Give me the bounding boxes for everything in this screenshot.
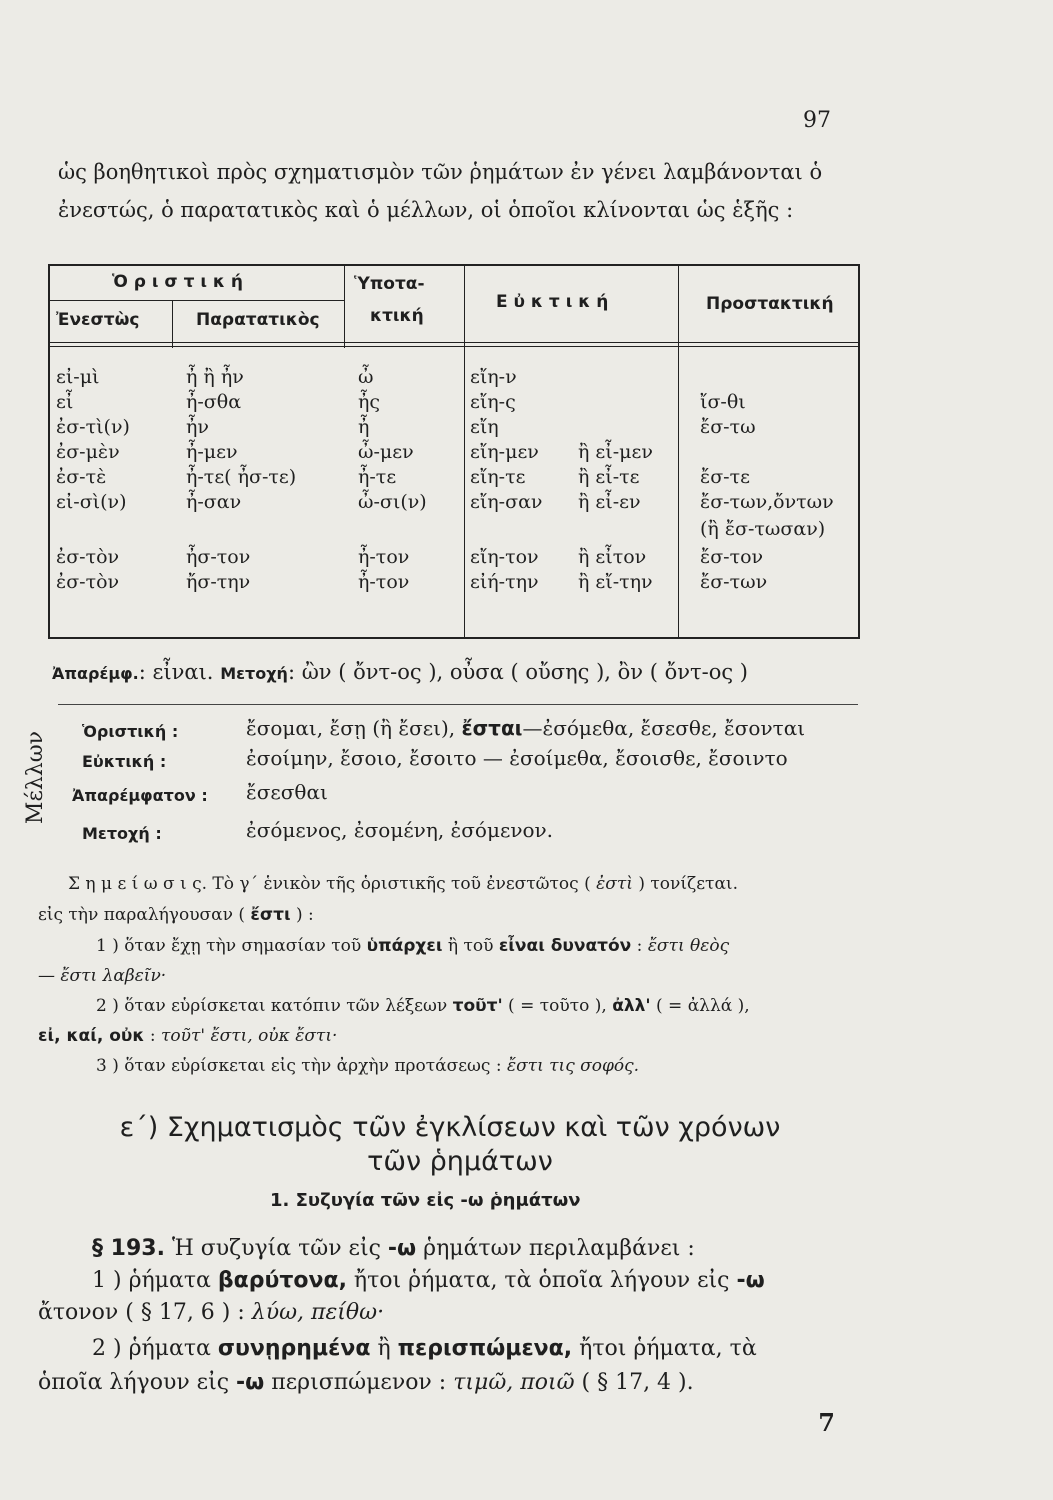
prostaktiki-cell: ἔσ-των [700, 571, 768, 593]
mellon-label-metochi: Μετοχή : [82, 824, 162, 843]
header-enestos: Ἐνεστὼς [56, 310, 140, 330]
mellon-value-aparemfaton: ἔσεσθαι [246, 780, 328, 804]
paratatikos-cell: ἦ-σαν [186, 491, 242, 513]
paragraph-193-line-1: § 193. Ἡ συζυγία τῶν εἰς -ω ῥημάτων περιλαμβάνει : [92, 1236, 695, 1261]
paratatikos-cell: ἦ ἢ ἦν [186, 366, 244, 388]
mellon-value-euktiki: ἐσοίμην, ἔσοιο, ἔσοιτο — ἐσοίμεθα, ἔσοισθε, ἔσοιντο [246, 746, 788, 770]
paratatikos-cell: ἦ-σθα [186, 391, 242, 413]
euktiki-cell: εἴη-μεν [470, 441, 539, 463]
euktiki-cell: εἰή-την [470, 571, 539, 593]
participle-label: Μετοχή [220, 664, 288, 683]
euktiki-cell: εἴη-ς [470, 391, 516, 413]
mellon-value-metochi: ἐσόμενος, ἐσομένη, ἐσόμενον. [246, 818, 554, 842]
divider [464, 266, 465, 637]
header-prostaktiki: Προστακτική [706, 294, 834, 314]
enestos-cell: ἐσ-τὶ(ν) [56, 416, 130, 438]
section-title-1: ε΄) Σχηματισμὸς τῶν ἐγκλίσεων καὶ τῶν χρόνων [119, 1112, 781, 1143]
euktiki-cell: εἴη-σαν [470, 491, 543, 513]
divider [344, 266, 345, 348]
paratatikos-cell: ἦ-τε( ἦσ-τε) [186, 466, 297, 488]
euktiki-cell: εἴη-ν [470, 366, 517, 388]
note-line-2: εἰς τὴν παραλήγουσαν ( ἔστι ) : [38, 905, 314, 925]
paratatikos-cell: ἦσ-τον [186, 546, 251, 568]
paragraph-193-item-1: 1 ) ῥήματα βαρύτονα, ἤτοι ῥήματα, τὰ ὁποῖα λήγουν εἰς -ω [92, 1268, 765, 1293]
ypotaktiki-cell: ἦ [358, 416, 370, 438]
ypotaktiki-cell: ἦ-τε [358, 466, 397, 488]
euktiki-alt-cell: ἢ εἴ-την [578, 571, 653, 593]
euktiki-alt-cell: ἢ εἶτον [578, 546, 647, 568]
infinitive-text: : εἶναι. [138, 660, 214, 684]
note-line-6: εἰ, καί, οὐκ : τοῦτ' ἔστι, οὐκ ἔστι· [38, 1026, 338, 1046]
section-subtitle: 1. Συζυγία τῶν εἰς -ω ῥημάτων [270, 1190, 581, 1211]
ypotaktiki-cell: ἦ-τον [358, 571, 410, 593]
mellon-value-oristiki: ἔσομαι, ἔσῃ (ἢ ἔσει), ἔσται—ἐσόμεθα, ἔσεσθε, ἔσονται [246, 716, 806, 740]
participle-text: : ὢν ( ὄντ-ος ), οὖσα ( οὔσης ), ὂν ( ὄντ-ος ) [287, 660, 748, 684]
divider [50, 346, 858, 347]
enestos-cell: ἐσ-τὸν [56, 571, 120, 593]
note-line-1: Σ η μ ε ί ω σ ι ς. Τὸ γ΄ ἑνικὸν τῆς ὁριστικῆς τοῦ ἐνεστῶτος ( ἐστὶ ) τονίζεται. [68, 874, 738, 894]
intro-line-2: ἐνεστώς, ὁ παρατατικὸς καὶ ὁ μέλλων, οἱ ὁποῖοι κλίνονται ὡς ἑξῆς : [58, 198, 794, 222]
prostaktiki-cell: ἔσ-τω [700, 416, 756, 438]
header-oristiki: Ὁ ρ ι σ τ ι κ ή [112, 272, 243, 292]
paratatikos-cell: ἦ-μεν [186, 441, 238, 463]
divider [172, 300, 173, 348]
mellon-label-aparemfaton: Ἀπαρέμφατον : [72, 786, 208, 805]
mellon-label-euktiki: Εὐκτική : [82, 752, 167, 771]
divider [50, 300, 344, 301]
mellon-label-oristiki: Ὁριστική : [82, 722, 179, 741]
euktiki-alt-cell: ἢ εἶ-μεν [578, 441, 653, 463]
section-title-2: τῶν ῥημάτων [367, 1146, 553, 1177]
paragraph-193-item-2: 2 ) ῥήματα συνῃρημένα ἢ περισπώμενα, ἤτοι ῥήματα, τὰ [92, 1336, 757, 1361]
note-line-3: 1 ) ὅταν ἔχῃ τὴν σημασίαν τοῦ ὑπάρχει ἢ τοῦ εἶναι δυνατόν : ἔστι θεὸς [96, 936, 730, 956]
prostaktiki-cell: ἔσ-των,ὄντων [700, 491, 834, 513]
conjugation-table [48, 264, 860, 639]
mellon-side-label: Μέλλων [23, 730, 49, 824]
prostaktiki-cell: ἴσ-θι [700, 391, 746, 413]
header-ypotaktiki-2: κτική [370, 306, 424, 326]
euktiki-cell: εἴη-τον [470, 546, 539, 568]
enestos-cell: ἐσ-τὸν [56, 546, 120, 568]
paratatikos-cell: ἤσ-την [186, 571, 251, 593]
euktiki-cell: εἴη-τε [470, 466, 526, 488]
prostaktiki-cell: (ἢ ἔσ-τωσαν) [700, 518, 826, 540]
paragraph-193-item-1-cont: ἄτονον ( § 17, 6 ) : λύω, πείθω· [38, 1300, 385, 1325]
paragraph-193-item-2-cont: ὁποῖα λήγουν εἰς -ω περισπώμενον : τιμῶ, ποιῶ ( § 17, 4 ). [38, 1370, 694, 1395]
infinitive-label: Ἀπαρέμφ. [52, 664, 139, 683]
euktiki-alt-cell: ἢ εἶ-τε [578, 466, 640, 488]
prostaktiki-cell: ἔσ-τε [700, 466, 750, 488]
ypotaktiki-cell: ὦ-σι(ν) [358, 491, 427, 513]
note-line-7: 3 ) ὅταν εὑρίσκεται εἰς τὴν ἀρχὴν προτάσεως : ἔστι τις σοφός. [96, 1056, 640, 1076]
intro-line-1: ὡς βοηθητικοὶ πρὸς σχηματισμὸν τῶν ῥημάτων ἐν γένει λαμβάνονται ὁ [58, 160, 823, 184]
divider [678, 266, 679, 637]
header-paratatikos: Παρατατικὸς [196, 310, 320, 330]
paratatikos-cell: ἦν [186, 416, 209, 438]
prostaktiki-cell: ἔσ-τον [700, 546, 764, 568]
divider [58, 704, 858, 705]
enestos-cell: ἐσ-τὲ [56, 466, 107, 488]
ypotaktiki-cell: ὦ-μεν [358, 441, 414, 463]
note-line-5: 2 ) ὅταν εὑρίσκεται κατόπιν τῶν λέξεων τοῦτ' ( = τοῦτο ), ἀλλ' ( = ἀλλά ), [96, 996, 750, 1016]
euktiki-alt-cell: ἢ εἶ-εν [578, 491, 641, 513]
enestos-cell: εἶ [56, 391, 74, 413]
enestos-cell: εἰ-μὶ [56, 366, 100, 388]
header-ypotaktiki-1: Ὑποτα- [354, 274, 425, 294]
infinitive-line [52, 660, 748, 684]
header-euktiki: Ε ὐ κ τ ι κ ή [496, 292, 609, 312]
euktiki-cell: εἴη [470, 416, 499, 438]
ypotaktiki-cell: ἦ-τον [358, 546, 410, 568]
signature-mark: 7 [818, 1408, 835, 1437]
divider [50, 342, 858, 343]
page-number: 97 [803, 108, 831, 133]
enestos-cell: ἐσ-μὲν [56, 441, 120, 463]
note-line-4: — ἔστι λαβεῖν· [38, 966, 167, 986]
ypotaktiki-cell: ἦς [358, 391, 381, 413]
enestos-cell: εἰ-σὶ(ν) [56, 491, 127, 513]
ypotaktiki-cell: ὦ [358, 366, 374, 388]
